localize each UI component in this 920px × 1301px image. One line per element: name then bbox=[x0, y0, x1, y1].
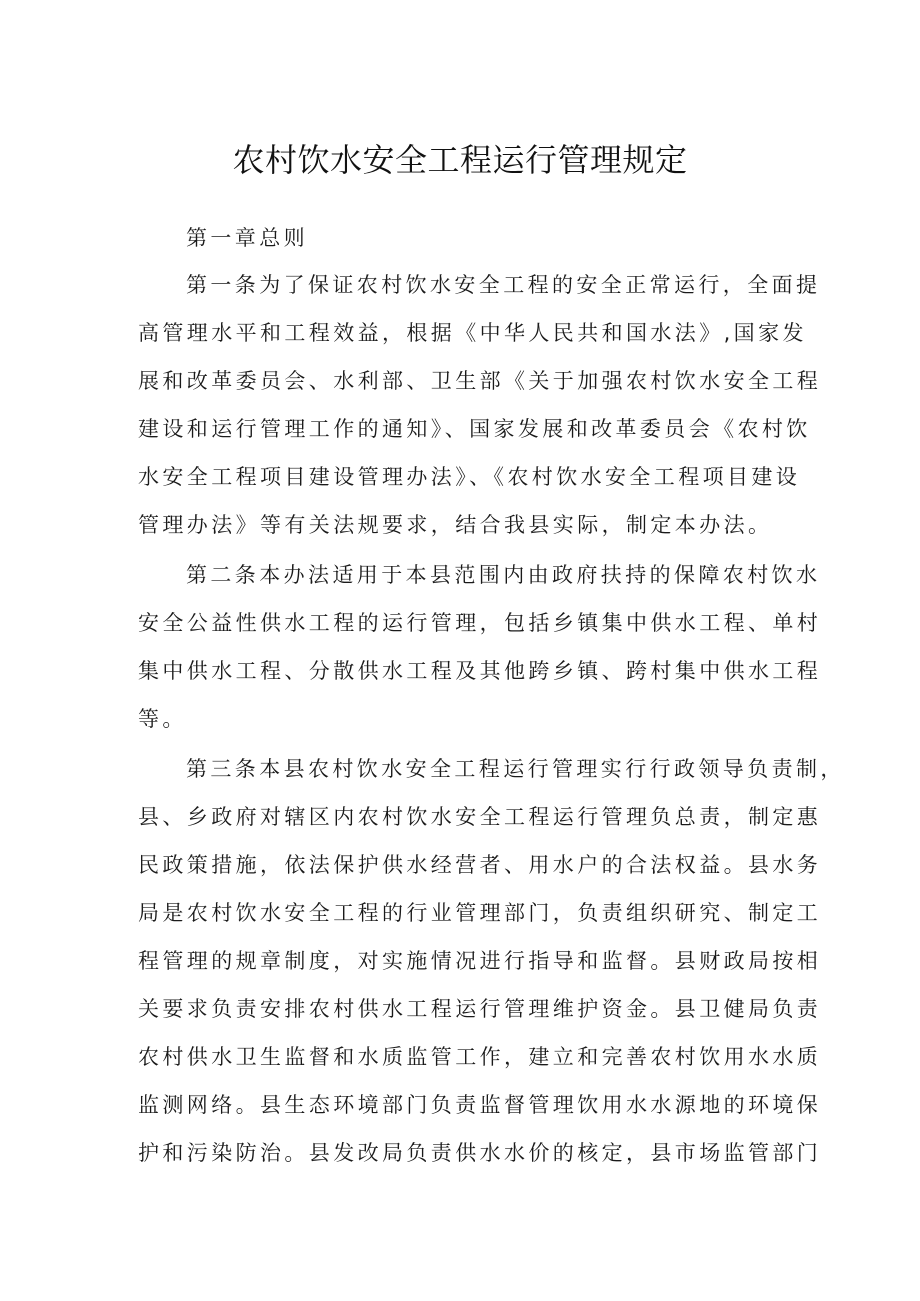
paragraph-line: 程管理的规章制度，对实施情况进行指导和监督。县财政局按相 bbox=[138, 949, 822, 973]
paragraph-line: 第二条本办法适用于本县范围内由政府扶持的保障农村饮水 bbox=[186, 563, 821, 587]
paragraph-line: 农村供水卫生监督和水质监管工作，建立和完善农村饮用水水质 bbox=[138, 1045, 822, 1069]
document-title: 农村饮水安全工程运行管理规定 bbox=[232, 141, 688, 179]
paragraph-line: 第三条本县农村饮水安全工程运行管理实行行政领导负责制， bbox=[186, 757, 845, 781]
paragraph-line: 集中供水工程、分散供水工程及其他跨乡镇、跨村集中供水工程 bbox=[138, 659, 822, 683]
paragraph-line: 县、乡政府对辖区内农村饮水安全工程运行管理负总责，制定惠 bbox=[138, 805, 822, 829]
paragraph-line: 安全公益性供水工程的运行管理，包括乡镇集中供水工程、单村 bbox=[138, 611, 822, 635]
chapter-heading: 第一章总则 bbox=[186, 226, 308, 250]
paragraph-line: 关要求负责安排农村供水工程运行管理维护资金。县卫健局负责 bbox=[138, 997, 822, 1021]
paragraph-line: 建设和运行管理工作的通知》、国家发展和改革委员会《农村饮 bbox=[138, 417, 811, 441]
paragraph-line: 监测网络。县生态环境部门负责监督管理饮用水水源地的环境保 bbox=[138, 1093, 822, 1117]
paragraph-line: 管理办法》等有关法规要求，结合我县实际，制定本办法。 bbox=[138, 513, 773, 537]
paragraph-line: 等。 bbox=[138, 707, 187, 731]
paragraph-line: 高管理水平和工程效益，根据《中华人民共和国水法》,国家发 bbox=[138, 321, 807, 345]
paragraph-line: 护和污染防治。县发改局负责供水水价的核定，县市场监管部门 bbox=[138, 1141, 822, 1165]
paragraph-line: 民政策措施，依法保护供水经营者、用水户的合法权益。县水务 bbox=[138, 853, 822, 877]
paragraph-line: 局是农村饮水安全工程的行业管理部门，负责组织研究、制定工 bbox=[138, 901, 822, 925]
paragraph-line: 展和改革委员会、水利部、卫生部《关于加强农村饮水安全工程 bbox=[138, 369, 822, 393]
paragraph-line: 第一条为了保证农村饮水安全工程的安全正常运行，全面提 bbox=[186, 273, 821, 297]
paragraph-line: 水安全工程项目建设管理办法》、《农村饮水安全工程项目建设 bbox=[138, 465, 801, 489]
